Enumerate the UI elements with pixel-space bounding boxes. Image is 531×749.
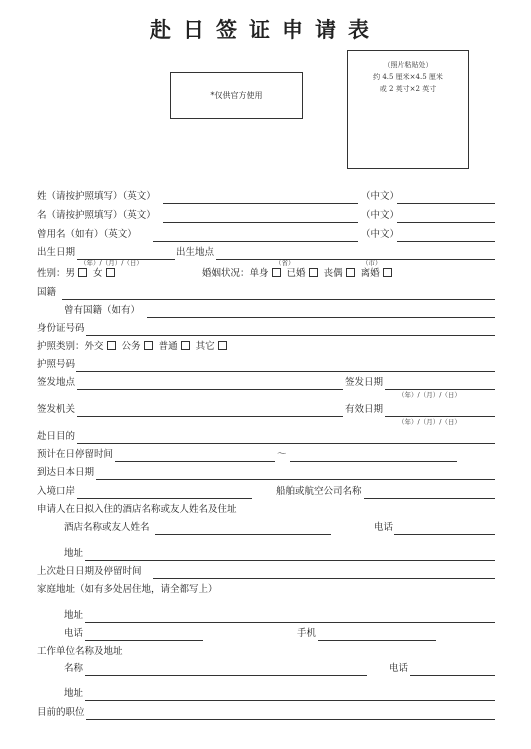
given-en-field[interactable]	[163, 222, 358, 223]
widowed-label: 丧偶	[323, 268, 343, 279]
last-visit-field[interactable]	[153, 578, 495, 579]
work-header: 工作单位名称及地址	[37, 646, 123, 657]
work-address-label: 地址	[64, 688, 84, 699]
hotel-phone-label: 电话	[374, 522, 394, 533]
other-label: 其它	[195, 341, 215, 352]
official-checkbox[interactable]	[144, 341, 153, 350]
former-name-cn-label: （中文）	[361, 229, 400, 240]
former-name-cn-field[interactable]	[397, 241, 495, 242]
home-header: 家庭地址（如有多处居住地，请全都写上）	[37, 584, 218, 595]
city-hint: （市）	[362, 259, 382, 267]
former-name-label: 曾用名（如有）（英文）	[37, 229, 137, 240]
home-address-label: 地址	[64, 610, 84, 621]
mobile-label: 手机	[297, 628, 317, 639]
id-number-field[interactable]	[86, 335, 495, 336]
expiry-date-hint: （年）/（月）/（日）	[398, 418, 461, 426]
issue-date-label: 签发日期	[345, 377, 384, 388]
nationality-label: 国籍	[37, 287, 57, 298]
hotel-address-field[interactable]	[85, 560, 495, 561]
dob-label: 出生日期	[37, 247, 76, 258]
married-checkbox[interactable]	[309, 268, 318, 277]
port-entry-label: 入境口岸	[37, 486, 76, 497]
former-nationality-label: 曾有国籍（如有）	[64, 305, 141, 316]
work-phone-label: 电话	[389, 663, 409, 674]
purpose-field[interactable]	[77, 443, 495, 444]
ship-airline-field[interactable]	[364, 498, 495, 499]
official-use-box	[170, 72, 303, 119]
ordinary-label: 普通	[158, 341, 178, 352]
province-hint: （省）	[275, 259, 295, 267]
sex-male-checkbox[interactable]	[78, 268, 87, 277]
last-visit-label: 上次赴日日期及停留时间	[37, 566, 142, 577]
divorced-label: 离婚	[360, 268, 380, 279]
surname-cn-field[interactable]	[397, 203, 495, 204]
diplomatic-checkbox[interactable]	[107, 341, 116, 350]
work-name-label: 名称	[64, 663, 84, 674]
stay-to-field[interactable]	[290, 461, 457, 462]
widowed-checkbox[interactable]	[346, 268, 355, 277]
divorced-checkbox[interactable]	[383, 268, 392, 277]
passport-type-row	[37, 341, 230, 353]
photo-box[interactable]	[347, 50, 469, 169]
sex-female-checkbox[interactable]	[106, 268, 115, 277]
pob-field[interactable]	[216, 259, 495, 260]
given-cn-label: （中文）	[361, 210, 400, 221]
purpose-label: 赴日目的	[37, 431, 76, 442]
single-checkbox[interactable]	[272, 268, 281, 277]
issue-authority-label: 签发机关	[37, 404, 76, 415]
dob-hint: （年）/（月）/（日）	[80, 259, 143, 267]
arrival-date-field[interactable]	[96, 479, 495, 480]
pob-label: 出生地点	[176, 247, 215, 258]
nationality-field[interactable]	[62, 299, 495, 300]
ordinary-checkbox[interactable]	[181, 341, 190, 350]
given-cn-field[interactable]	[397, 222, 495, 223]
former-name-en-field[interactable]	[153, 241, 358, 242]
surname-label: 姓（请按护照填写）（英文）	[37, 191, 156, 202]
photo-label-3: 或 2 英寸×2 英寸	[379, 85, 437, 93]
hotel-header: 申请人在日拟入住的酒店名称或友人姓名及住址	[37, 504, 237, 515]
form-title: 赴日签证申请表	[150, 17, 381, 42]
other-checkbox[interactable]	[218, 341, 227, 350]
marital-single-label: 婚姻状况：单身	[202, 268, 269, 279]
sex-female-label: 女	[93, 268, 103, 279]
surname-en-field[interactable]	[163, 203, 358, 204]
married-label: 已婚	[286, 268, 306, 279]
work-name-field[interactable]	[85, 675, 367, 676]
issue-date-field[interactable]	[385, 389, 495, 390]
home-phone-field[interactable]	[85, 640, 203, 641]
sex-row	[37, 268, 118, 280]
issue-place-label: 签发地点	[37, 377, 76, 388]
hotel-phone-field[interactable]	[394, 534, 495, 535]
hotel-name-field[interactable]	[155, 534, 331, 535]
hotel-name-label: 酒店名称或友人姓名	[64, 522, 150, 533]
mobile-field[interactable]	[318, 640, 436, 641]
expiry-date-label: 有效日期	[345, 404, 384, 415]
work-address-field[interactable]	[85, 700, 495, 701]
sex-male-label: 性别：男	[37, 268, 76, 279]
passport-number-label: 护照号码	[37, 359, 76, 370]
expiry-date-field[interactable]	[385, 416, 495, 417]
passport-number-field[interactable]	[76, 371, 495, 372]
stay-tilde: ～	[277, 449, 287, 460]
photo-label-2: 约 4.5 厘米×4.5 厘米	[373, 73, 443, 81]
home-phone-label: 电话	[64, 628, 84, 639]
arrival-date-label: 到达日本日期	[37, 467, 95, 478]
id-number-label: 身份证号码	[37, 323, 85, 334]
former-nationality-field[interactable]	[147, 317, 495, 318]
marital-row	[202, 268, 395, 280]
work-phone-field[interactable]	[410, 675, 495, 676]
position-field[interactable]	[86, 719, 495, 720]
issue-date-hint: （年）/（月）/（日）	[398, 391, 461, 399]
official-label: 公务	[121, 341, 141, 352]
stay-from-field[interactable]	[115, 461, 275, 462]
hotel-address-label: 地址	[64, 548, 84, 559]
issue-authority-field[interactable]	[77, 416, 343, 417]
surname-cn-label: （中文）	[361, 191, 400, 202]
given-label: 名（请按护照填写）（英文）	[37, 210, 156, 221]
official-use-label: *仅供官方使用	[210, 91, 263, 100]
home-address-field[interactable]	[85, 622, 495, 623]
issue-place-field[interactable]	[77, 389, 343, 390]
passport-diplomatic-label: 护照类别：外交	[37, 341, 104, 352]
position-label: 目前的职位	[37, 707, 85, 718]
ship-airline-label: 船舶或航空公司名称	[276, 486, 362, 497]
port-entry-field[interactable]	[77, 498, 252, 499]
photo-label-1: （照片粘贴处）	[383, 61, 433, 69]
stay-period-label: 预计在日停留时间	[37, 449, 114, 460]
